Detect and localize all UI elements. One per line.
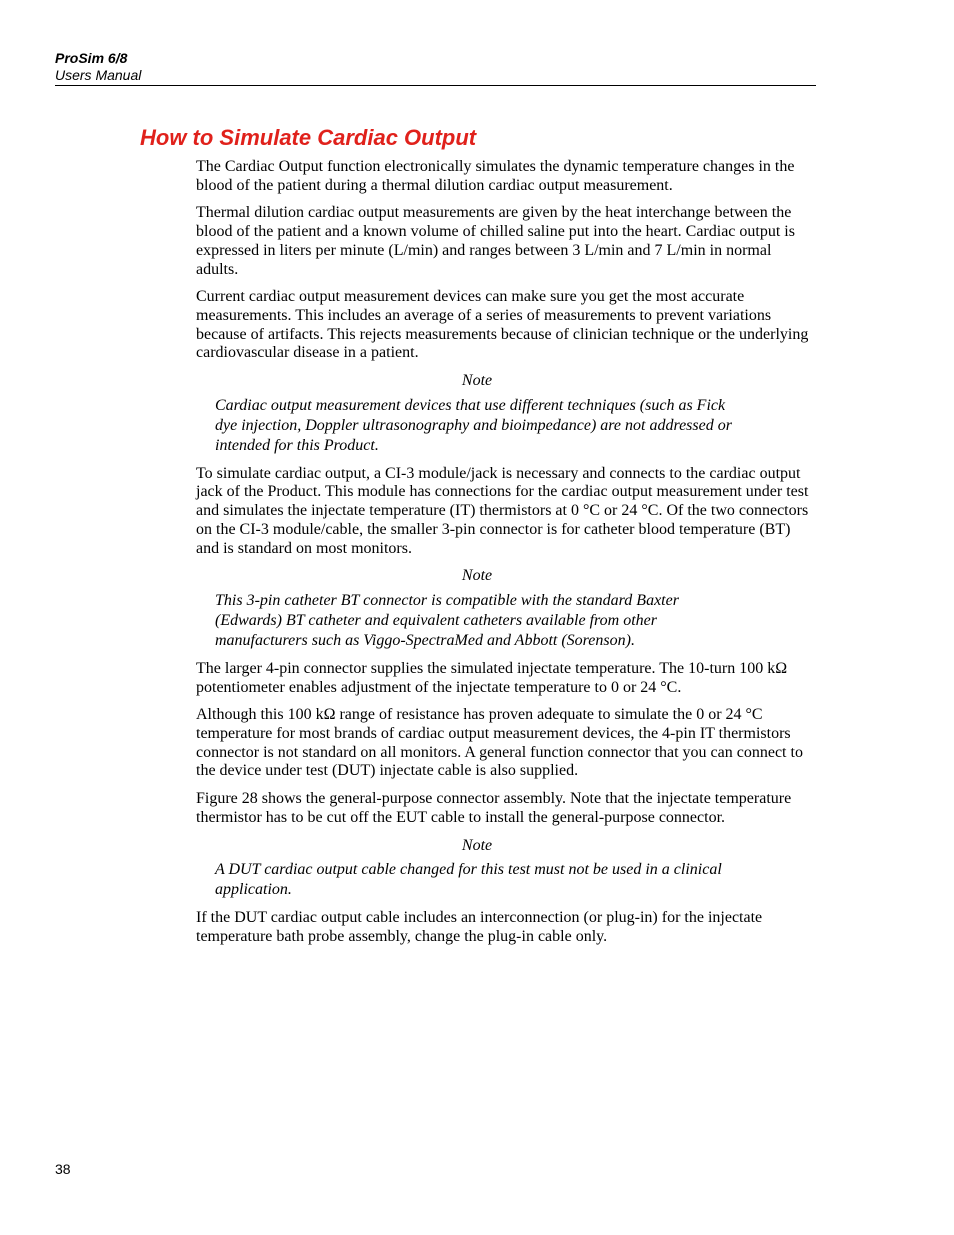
body-content: [196, 158, 816, 947]
note-text: This 3-pin catheter BT connector is compatible with the standard Baxter (Edwards) BT catheter and equivalent catheters available from other manufacturers such as Viggo-SpectraMed and Abbott (Sorenson).: [215, 591, 679, 649]
note-text: Cardiac output measurement devices that use different techniques (such as Fick dye injection, Doppler ultrasonography and bioimpedance) are not addressed or intended for this Product.: [215, 396, 732, 454]
paragraph-figure-reference: Figure 28 shows the general-purpose connector assembly. Note that the injectate temperature thermistor has to be cut off the EUT cable to install the general-purpose connector.: [196, 790, 792, 826]
paragraph-plug-in-cable: If the DUT cardiac output cable includes an interconnection (or plug-in) for the injectate temperature bath probe assembly, change the plug-in cable only.: [196, 909, 763, 945]
page-number: 38: [55, 1161, 71, 1177]
paragraph-intro: The Cardiac Output function electronically simulates the dynamic temperature changes in the blood of the patient during a thermal dilution cardiac output measurement.: [196, 158, 795, 194]
paragraph-4pin-connector: The larger 4-pin connector supplies the simulated injectate temperature. The 10-turn 100 kΩ potentiometer enables adjustment of the injectate temperature to 0 or 24 °C.: [196, 659, 788, 696]
note-label: Note: [461, 567, 493, 585]
note-text: A DUT cardiac output cable changed for this test must not be used in a clinical application.: [215, 861, 722, 899]
running-header: [55, 50, 816, 84]
paragraph-measurement-devices: Current cardiac output measurement devices can make sure you get the most accurate measurements. This includes an average of a series of measurements to prevent variations because of artifacts. This rejects measurements because of clinician technique or the underlying cardiovascular disease in a patient.: [196, 288, 809, 362]
section-title: How to Simulate Cardiac Output: [140, 125, 477, 150]
header-manual-name: Users Manual: [55, 67, 142, 83]
note-label: Note: [461, 836, 493, 854]
header-divider: [55, 85, 816, 86]
paragraph-resistance-range: Although this 100 kΩ range of resistance has proven adequate to simulate the 0 or 24 °C temperature for most brands of cardiac output measurement devices, the 4-pin IT thermistors connector is not standard on all monitors. A general function connector that you can connect to the device under test (DUT) injectate cable is also supplied.: [196, 706, 803, 780]
note-label: Note: [461, 372, 493, 390]
paragraph-thermal-dilution: Thermal dilution cardiac output measurements are given by the heat interchange between the blood of the patient and a known volume of chilled saline put into the heart. Cardiac output is expressed in liters per minute (L/min) and ranges between 3 L/min and 7 L/min in normal adults.: [196, 204, 795, 278]
header-product-name: ProSim 6/8: [55, 50, 128, 66]
paragraph-ci3-module: To simulate cardiac output, a CI-3 module/jack is necessary and connects to the cardiac output jack of the Product. This module has connections for the cardiac output measurement under test and simulates the injectate temperature (IT) thermistors at 0 °C or 24 °C. Of the two connectors on the CI-3 module/cable, the smaller 3-pin connector is for catheter blood temperature (BT) and is standard on most monitors.: [196, 464, 809, 557]
